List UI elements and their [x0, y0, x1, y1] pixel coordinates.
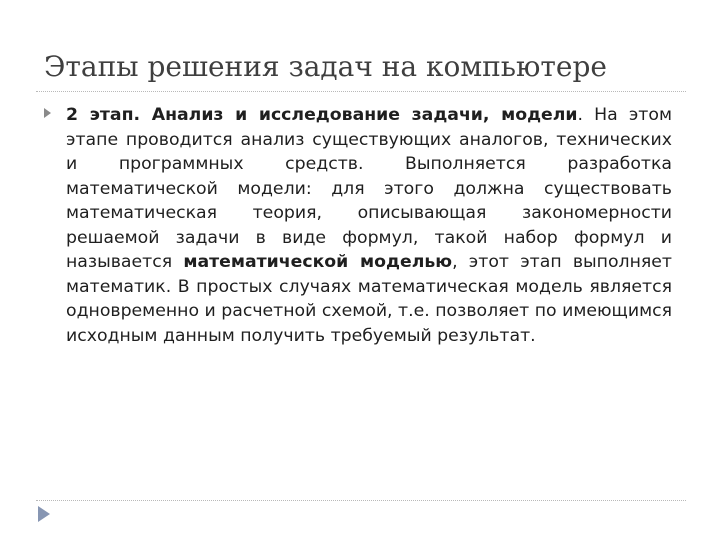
- stage-description: . На этом этапе проводится анализ существующих аналогов, технических и программных средств. Выполняется разработка математической модели: для этого должна существовать математическая теория, описывающая закономерности решаемой задачи в виде формул, такой набор формул и называется: [66, 105, 672, 272]
- title-divider: [36, 91, 686, 92]
- bullet-text: [66, 103, 672, 348]
- stage-conclusion: , этот этап выполняет математик. В простых случаях математическая модель является одновременно и расчетной схемой, т.е. позволяет по имеющимся исходным данным получить требуемый результат.: [66, 252, 672, 346]
- nav-arrow-icon[interactable]: [36, 505, 52, 523]
- term-math-model: математической моделью: [183, 252, 453, 272]
- stage-heading: 2 этап. Анализ и исследование задачи, модели: [66, 105, 578, 125]
- footer-divider: [36, 500, 686, 501]
- bullet-triangle-icon: [44, 108, 51, 118]
- slide-title: Этапы решения задач на компьютере: [44, 50, 607, 83]
